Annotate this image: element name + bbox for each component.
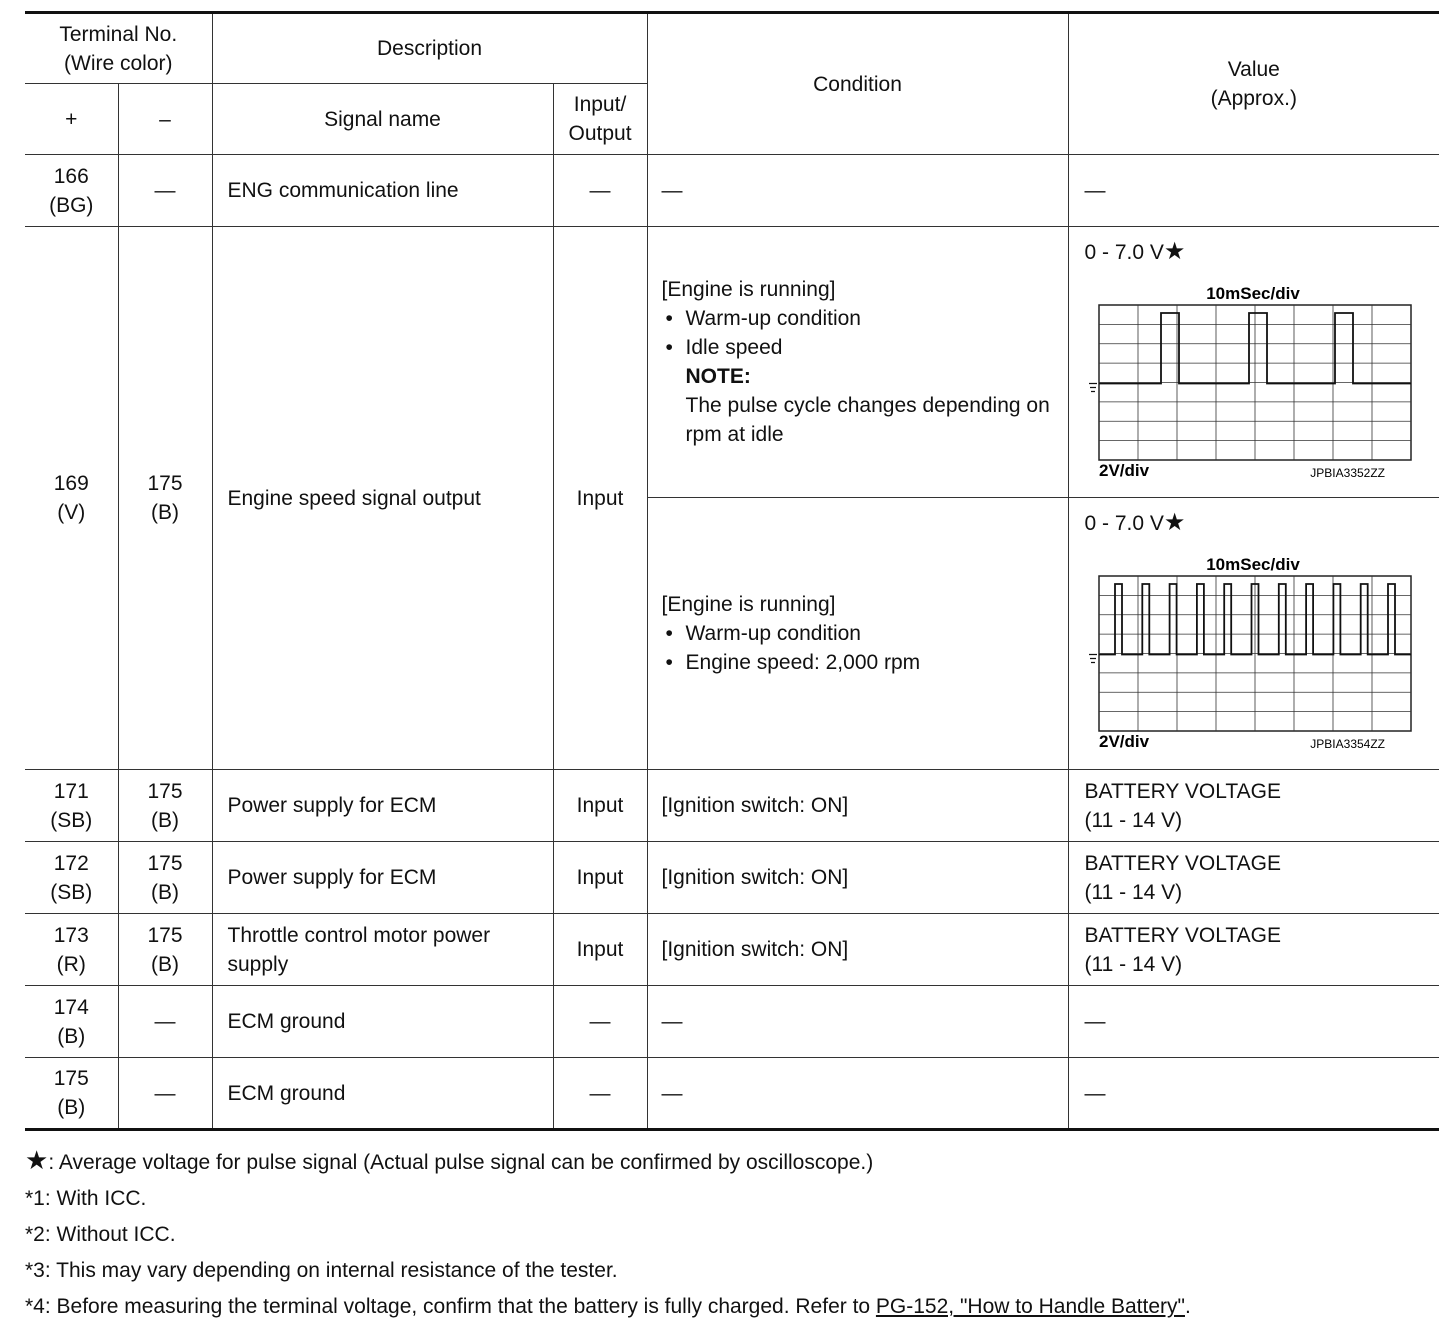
value: —: [1068, 986, 1439, 1058]
terminal-minus: 175 (B): [118, 770, 212, 842]
value: BATTERY VOLTAGE (11 - 14 V): [1068, 842, 1439, 914]
footnote-4-text: *4: Before measuring the terminal voltage, confirm that the battery is fully charged. Refer to: [25, 1295, 876, 1318]
value-waveform-idle: [1068, 227, 1439, 498]
terminal-plus: 173 (R): [25, 914, 118, 986]
signal-name-header: Signal name: [212, 84, 553, 155]
condition: [Ignition switch: ON]: [647, 842, 1068, 914]
terminal-minus: —: [118, 1058, 212, 1130]
footnote-star-text: : Average voltage for pulse signal (Actual pulse signal can be confirmed by oscilloscope.): [48, 1151, 874, 1174]
table-row: [25, 986, 1439, 1058]
minus-header: –: [118, 84, 212, 155]
signal-name: Engine speed signal output: [212, 227, 553, 770]
terminal-minus: —: [118, 986, 212, 1058]
condition-header: Condition: [647, 13, 1068, 155]
terminal-plus: 175 (B): [25, 1058, 118, 1130]
condition-head: [Engine is running]: [661, 593, 836, 616]
table-row: [25, 842, 1439, 914]
oscilloscope-waveform-idle: [1085, 267, 1415, 477]
terminal-header: Terminal No. (Wire color): [25, 13, 212, 84]
signal-name: Power supply for ECM: [212, 842, 553, 914]
value: BATTERY VOLTAGE (11 - 14 V): [1068, 914, 1439, 986]
table-row: [25, 227, 1439, 498]
input-output: Input: [553, 770, 647, 842]
ground-icon: [1089, 655, 1097, 663]
plus-header: +: [25, 84, 118, 155]
condition: [Ignition switch: ON]: [647, 770, 1068, 842]
input-output: Input: [553, 914, 647, 986]
terminal-plus: 171 (SB): [25, 770, 118, 842]
terminal-minus: 175 (B): [118, 842, 212, 914]
value: BATTERY VOLTAGE (11 - 14 V): [1068, 770, 1439, 842]
footnote-4-end: .: [1184, 1295, 1191, 1318]
note-label: NOTE:: [685, 365, 751, 388]
value-range: 0 - 7.0 V: [1084, 241, 1164, 264]
value: —: [1068, 1058, 1439, 1130]
footnote-2: *2: Without ICC.: [25, 1223, 176, 1246]
signal-name: Throttle control motor power supply: [212, 914, 553, 986]
footnote-3: *3: This may vary depending on internal resistance of the tester.: [25, 1259, 618, 1282]
signal-name: ENG communication line: [212, 155, 553, 227]
time-div-label: 10mSec/div: [1205, 284, 1300, 303]
footnote-4: [25, 1289, 1445, 1325]
terminal-plus: 169 (V): [25, 227, 118, 770]
ground-icon: [1089, 384, 1097, 392]
condition-bullet: • Idle speed: [662, 333, 1068, 362]
volt-div-label: 2V/div: [1098, 461, 1149, 477]
value: —: [1068, 155, 1439, 227]
terminal-plus: 166 (BG): [25, 155, 118, 227]
time-div-label: 10mSec/div: [1205, 555, 1300, 574]
table-row: [25, 770, 1439, 842]
terminal-table: [25, 11, 1439, 1131]
footnote-1: *1: With ICC.: [25, 1187, 147, 1210]
star-icon: ★: [1163, 509, 1186, 536]
input-output: —: [553, 155, 647, 227]
signal-name: Power supply for ECM: [212, 770, 553, 842]
table-row: [25, 1058, 1439, 1130]
value-header: Value (Approx.): [1068, 13, 1439, 155]
value-waveform-2000rpm: [1068, 498, 1439, 770]
condition-bullet: • Warm-up condition: [662, 304, 1068, 333]
input-output: —: [553, 986, 647, 1058]
star-icon: ★: [1163, 238, 1186, 265]
condition-idle: [647, 227, 1068, 498]
condition: [Ignition switch: ON]: [647, 914, 1068, 986]
terminal-plus: 172 (SB): [25, 842, 118, 914]
condition-bullet: • Warm-up condition: [662, 619, 1068, 648]
input-output: Input: [553, 227, 647, 770]
footnotes: [25, 1142, 1445, 1325]
battery-handling-link[interactable]: PG-152, "How to Handle Battery": [875, 1295, 1185, 1318]
footnote-star: [25, 1142, 1445, 1181]
table-row: [25, 914, 1439, 986]
figure-id: JPBIA3354ZZ: [1309, 737, 1385, 748]
condition: —: [647, 986, 1068, 1058]
volt-div-label: 2V/div: [1098, 732, 1149, 748]
note-text: The pulse cycle changes depending on rpm at idle: [685, 394, 1050, 446]
terminal-minus: 175 (B): [118, 227, 212, 770]
figure-id: JPBIA3352ZZ: [1309, 466, 1385, 477]
value-range: 0 - 7.0 V: [1084, 512, 1164, 535]
condition: —: [647, 1058, 1068, 1130]
oscilloscope-waveform-2000rpm: [1085, 538, 1415, 748]
signal-name: ECM ground: [212, 986, 553, 1058]
terminal-minus: —: [118, 155, 212, 227]
signal-name: ECM ground: [212, 1058, 553, 1130]
terminal-minus: 175 (B): [118, 914, 212, 986]
terminal-plus: 174 (B): [25, 986, 118, 1058]
condition-head: [Engine is running]: [661, 278, 836, 301]
input-output: —: [553, 1058, 647, 1130]
star-icon: ★: [25, 1145, 49, 1175]
description-header: Description: [212, 13, 647, 84]
condition: —: [647, 155, 1068, 227]
input-output: Input: [553, 842, 647, 914]
input-output-header: Input/ Output: [553, 84, 647, 155]
condition-2000rpm: [647, 498, 1068, 770]
table-row: [25, 155, 1439, 227]
condition-bullet: • Engine speed: 2,000 rpm: [662, 648, 1068, 677]
